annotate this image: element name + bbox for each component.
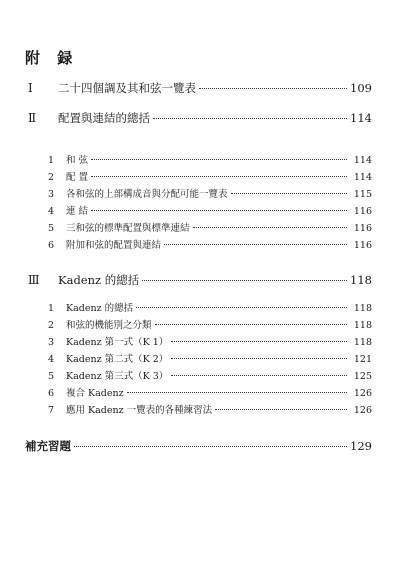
page-number: 125 xyxy=(353,371,372,382)
page-number: 118 xyxy=(353,303,372,314)
toc-item xyxy=(48,203,372,217)
dot-leader xyxy=(171,341,347,342)
toc-item xyxy=(48,300,372,314)
page-number: 126 xyxy=(353,405,372,416)
item-number: 2 xyxy=(48,320,55,331)
section-title: Kadenz 的總括 xyxy=(58,273,140,287)
dot-leader xyxy=(171,358,347,359)
appendix-heading: 附 録 xyxy=(25,49,79,67)
page-number: 116 xyxy=(353,223,372,234)
page-number: 116 xyxy=(353,206,372,217)
item-title: Kadenz 第二式（K 2） xyxy=(66,354,169,365)
page-number: 118 xyxy=(353,320,372,331)
dot-leader xyxy=(91,210,347,211)
toc-item xyxy=(48,169,372,183)
toc-item xyxy=(48,220,372,234)
page-number: 126 xyxy=(353,388,372,399)
item-number: 6 xyxy=(48,240,55,251)
item-title: 複合 Kadenz xyxy=(66,388,124,399)
item-number: 3 xyxy=(48,189,55,200)
item-title: 三和弦的標準配置與標準連結 xyxy=(66,223,190,234)
section-numeral: Ⅲ xyxy=(28,273,40,287)
item-title: Kadenz 的總括 xyxy=(66,303,134,314)
dot-leader xyxy=(193,227,347,228)
dot-leader xyxy=(136,307,347,308)
supplement-title: 補充習題 xyxy=(25,439,71,453)
page-number: 114 xyxy=(353,172,372,183)
page-number: 129 xyxy=(350,439,372,453)
dot-leader xyxy=(215,409,347,410)
toc-section-1 xyxy=(28,80,372,96)
item-title: Kadenz 第一式（K 1） xyxy=(66,337,169,348)
dot-leader xyxy=(199,88,347,89)
page-number: 118 xyxy=(350,273,372,287)
item-number: 6 xyxy=(48,388,55,399)
dot-leader xyxy=(91,176,347,177)
page-number: 118 xyxy=(353,337,372,348)
dot-leader xyxy=(231,193,347,194)
dot-leader xyxy=(127,392,347,393)
section-title: 二十四個調及其和弦一覽表 xyxy=(58,81,196,95)
toc-item xyxy=(48,152,372,166)
item-title: Kadenz 第三式（K 3） xyxy=(66,371,169,382)
toc-item xyxy=(48,186,372,200)
toc-item xyxy=(48,385,372,399)
toc-item xyxy=(48,317,372,331)
toc-supplement xyxy=(25,438,372,454)
page-number: 114 xyxy=(353,155,372,166)
item-number: 3 xyxy=(48,337,55,348)
item-title: 各和弦的上部構成音與分配可能一覽表 xyxy=(66,189,228,200)
toc-section-2 xyxy=(28,110,372,126)
item-number: 5 xyxy=(48,371,55,382)
item-title: 附加和弦的配置與連結 xyxy=(66,240,162,251)
dot-leader xyxy=(171,375,347,376)
page-number: 115 xyxy=(353,189,372,200)
section-numeral: Ⅱ xyxy=(28,111,37,125)
dot-leader xyxy=(164,244,347,245)
section-numeral: Ⅰ xyxy=(28,81,33,95)
item-title: 和弦的機能別之分類 xyxy=(66,320,152,331)
dot-leader xyxy=(74,446,347,447)
toc-section-3 xyxy=(28,272,372,288)
toc-item xyxy=(48,368,372,382)
page-number: 121 xyxy=(353,354,372,365)
item-number: 1 xyxy=(48,303,55,314)
item-title: 和 弦 xyxy=(66,155,89,166)
item-title: 應用 Kadenz 一覽表的各種練習法 xyxy=(66,405,213,416)
item-title: 配 置 xyxy=(66,172,89,183)
page-number: 114 xyxy=(350,111,372,125)
dot-leader xyxy=(91,159,347,160)
item-number: 4 xyxy=(48,354,55,365)
item-number: 5 xyxy=(48,223,55,234)
section-title: 配置與連結的總括 xyxy=(58,111,150,125)
toc-item xyxy=(48,334,372,348)
toc-item xyxy=(48,351,372,365)
item-number: 2 xyxy=(48,172,55,183)
page-number: 109 xyxy=(350,81,372,95)
item-number: 7 xyxy=(48,405,55,416)
dot-leader xyxy=(155,324,347,325)
item-number: 4 xyxy=(48,206,55,217)
page-number: 116 xyxy=(353,240,372,251)
dot-leader xyxy=(153,118,347,119)
dot-leader xyxy=(142,280,347,281)
toc-item xyxy=(48,402,372,416)
toc-item xyxy=(48,237,372,251)
item-number: 1 xyxy=(48,155,55,166)
item-title: 連 結 xyxy=(66,206,89,217)
